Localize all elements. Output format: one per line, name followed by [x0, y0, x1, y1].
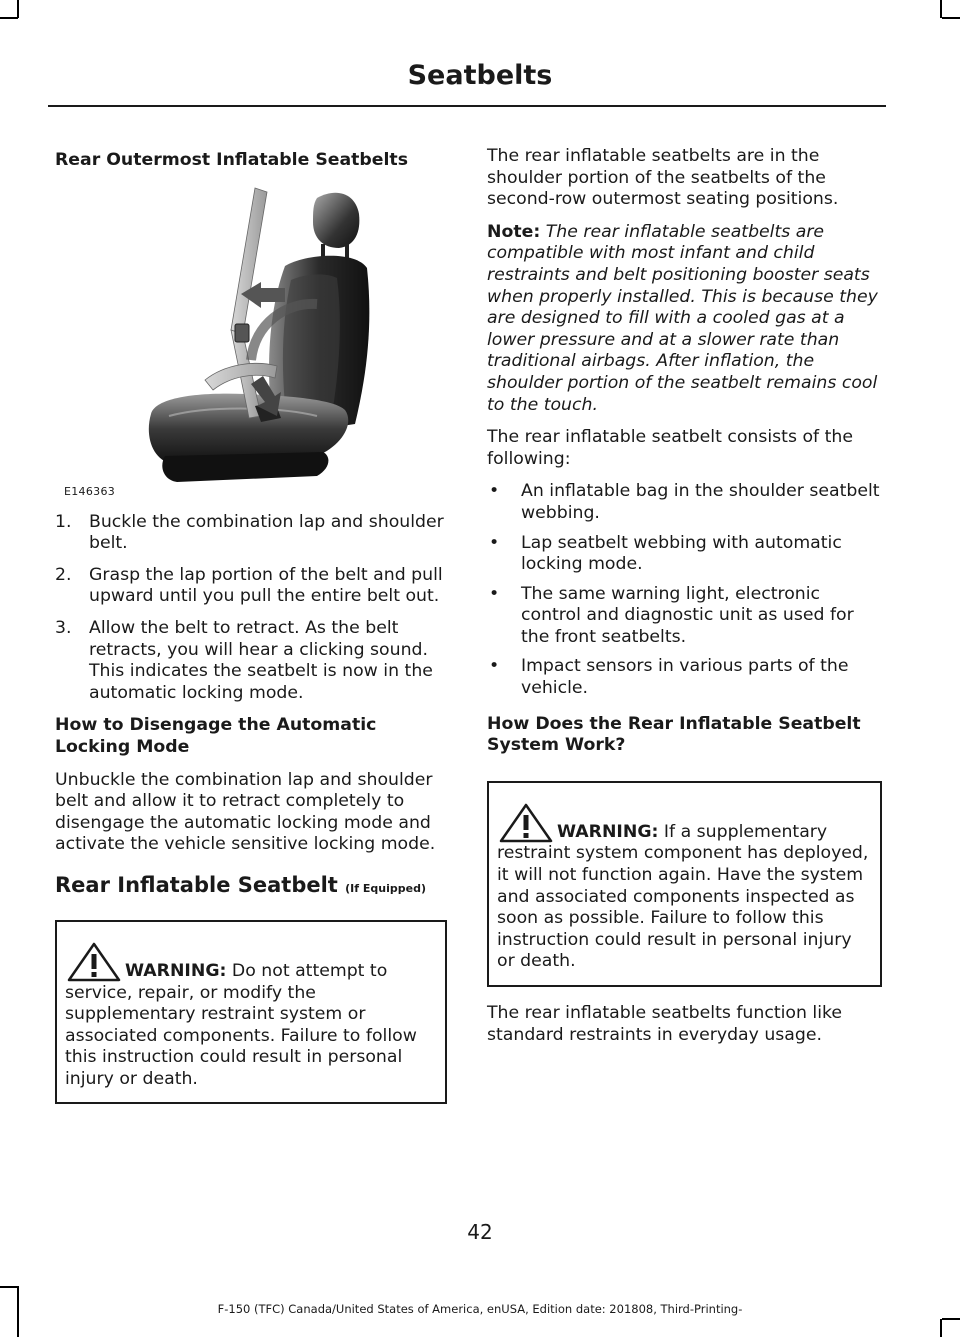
step-text: Buckle the combination lap and shoulder belt. — [89, 511, 444, 554]
crop-mark — [940, 1319, 942, 1337]
bullet-text: An inflatable bag in the shoulder seatbelt webbing. — [521, 481, 880, 523]
bullet-text: The same warning light, electronic control and diagnostic unit as used for the front seatbelts. — [521, 583, 854, 647]
crop-mark — [0, 17, 18, 19]
warning-paragraph — [65, 942, 437, 1091]
note-text: The rear inflatable seatbelts are compatible with most infant and child restraints and belt positioning booster seats when properly installed. This is because they are designed to fill with a cooled gas at a lower pressure and at a slower rate than traditional airbags. After inflation, the shoulder portion of the seatbelt remains cool to the touch. — [487, 221, 878, 415]
seat-illustration — [55, 184, 447, 502]
right-column — [487, 146, 882, 1057]
warning-box — [55, 920, 447, 1105]
list-item — [55, 618, 447, 704]
warning-text: Do not attempt to service, repair, or modify the supplementary restraint system or associated components. Failure to follow this instruction could result in personal injury or death. — [65, 960, 417, 1089]
section-title-rear-outermost: Rear Outermost Inflatable Seatbelts — [55, 150, 408, 170]
steps-list — [55, 512, 447, 705]
warning-box — [487, 781, 882, 987]
list-item — [487, 481, 882, 524]
crop-mark — [0, 1286, 18, 1288]
warning-text: If a supplementary restraint system component has deployed, it will not function again. Have the system and associated components inspected as soon as possible. Failure to follow this instruction could result in personal injury or death. — [497, 821, 869, 972]
crop-mark — [942, 17, 960, 19]
warning-triangle-icon — [499, 803, 553, 843]
section-title-disengage: How to Disengage the Automatic Locking Mode — [55, 715, 377, 757]
warning-label: WARNING: — [557, 821, 659, 842]
seatbelt-seat-image — [55, 184, 447, 502]
crop-mark — [940, 0, 942, 18]
bullet: • — [489, 583, 500, 604]
consists-text: The rear inflatable seatbelt consists of the following: — [487, 427, 853, 469]
section-title-rear-inflatable — [55, 872, 447, 902]
bullet: • — [489, 481, 500, 502]
left-column — [55, 146, 447, 1120]
closing-text: The rear inflatable seatbelts function like standard restraints in everyday usage. — [487, 1003, 843, 1045]
warning-triangle-icon — [67, 942, 121, 982]
step-number: 2. — [55, 564, 72, 585]
step-text: Allow the belt to retract. As the belt retracts, you will hear a clicking sound. This indicates the seatbelt is now in the automatic locking mode. — [89, 617, 433, 703]
edition-footer: F-150 (TFC) Canada/United States of America, enUSA, Edition date: 201808, Third-Printing- — [217, 1302, 743, 1316]
disengage-text: Unbuckle the combination lap and shoulder belt and allow it to retract completely to disengage the automatic locking mode and activate the vehicle sensitive locking mode. — [55, 769, 436, 855]
note-label: Note: — [487, 221, 541, 242]
step-text: Grasp the lap portion of the belt and pull upward until you pull the entire belt out. — [89, 564, 443, 607]
bullet-text: Lap seatbelt webbing with automatic locking mode. — [521, 532, 842, 575]
warning-label: WARNING: — [125, 960, 227, 981]
crop-mark — [17, 0, 19, 18]
bullet-text: Impact sensors in various parts of the vehicle. — [521, 656, 849, 699]
step-number: 1. — [55, 511, 72, 532]
page-number: 42 — [467, 1220, 493, 1244]
components-list — [487, 481, 882, 699]
list-item — [487, 656, 882, 699]
note-paragraph — [487, 222, 882, 416]
list-item — [487, 584, 882, 649]
crop-mark — [942, 1318, 960, 1320]
bullet: • — [489, 532, 500, 553]
list-item — [55, 565, 447, 608]
page-title: Seatbelts — [407, 60, 553, 91]
warning-paragraph — [497, 803, 872, 973]
header-divider — [48, 105, 886, 107]
bullet: • — [489, 656, 500, 677]
list-item — [487, 533, 882, 576]
list-item — [55, 512, 447, 555]
heading-text: Rear Inflatable Seatbelt — [55, 872, 338, 897]
heading-suffix: (If Equipped) — [345, 881, 426, 895]
section-title-how-works: How Does the Rear Inflatable Seatbelt System Work? — [487, 713, 861, 756]
figure-id: E146363 — [64, 484, 116, 498]
intro-text: The rear inflatable seatbelts are in the shoulder portion of the seatbelts of the second-row outermost seating positions. — [487, 146, 839, 210]
step-number: 3. — [55, 617, 72, 638]
